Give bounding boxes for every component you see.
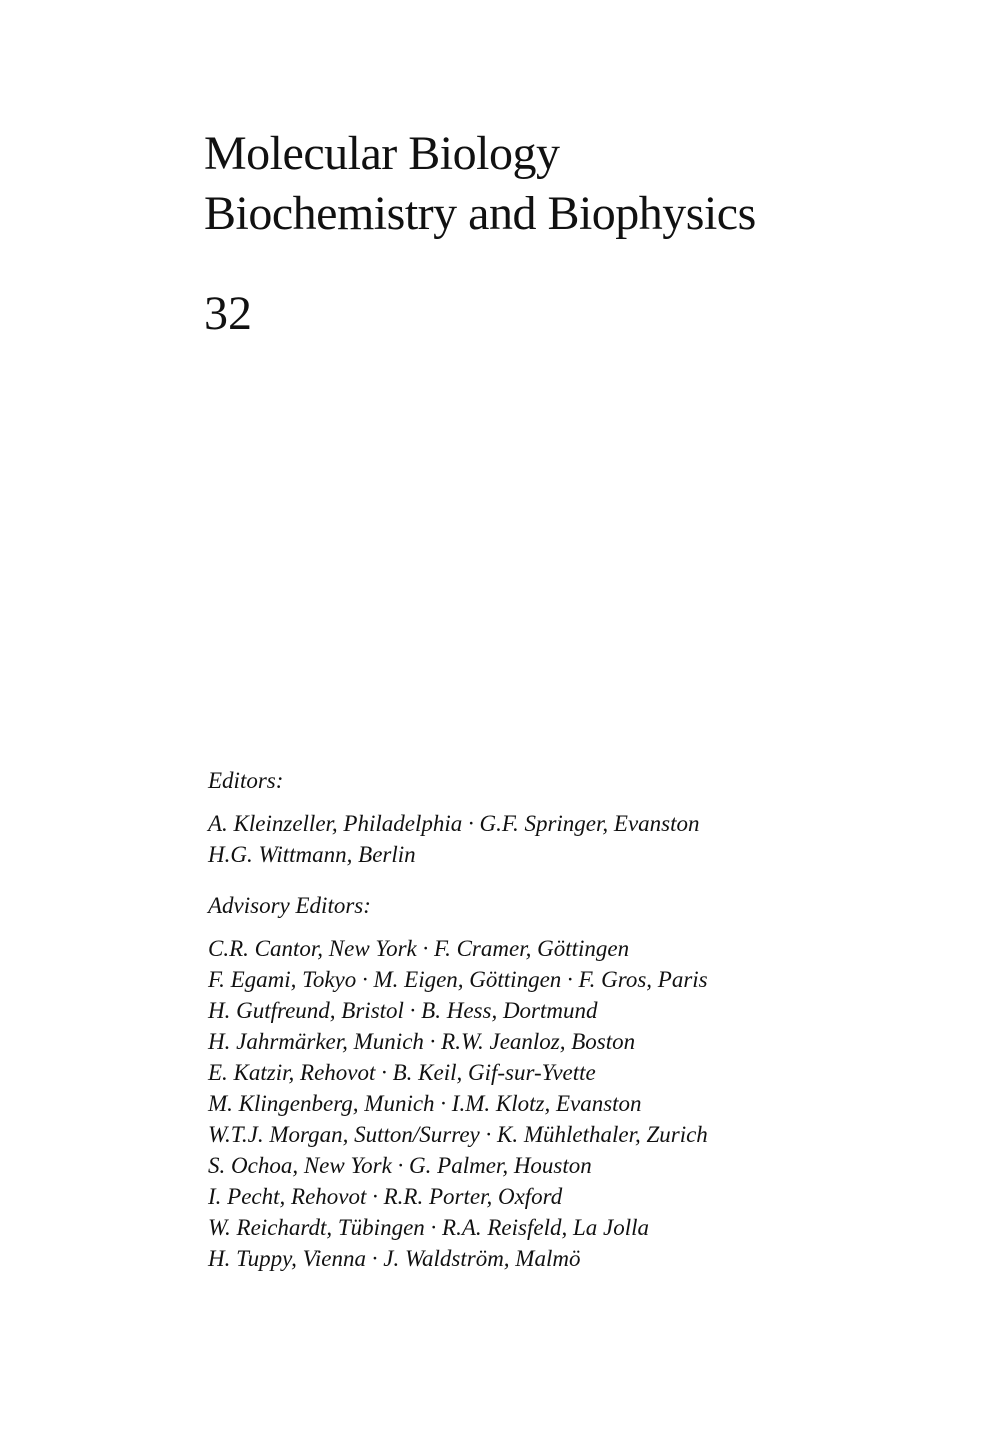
advisory-editor-line: E. Katzir, Rehovot · B. Keil, Gif-sur-Yvette [208,1060,596,1085]
advisory-editors-list [208,933,908,1274]
advisory-editor-line: H. Tuppy, Vienna · J. Waldström, Malmö [208,1246,581,1271]
advisory-editor-line: S. Ochoa, New York · G. Palmer, Houston [208,1153,592,1178]
advisory-editor-line: F. Egami, Tokyo · M. Eigen, Göttingen · F. Gros, Paris [208,967,708,992]
series-title-line-2: Biochemistry and Biophysics [204,187,756,240]
advisory-editor-line: M. Klingenberg, Munich · I.M. Klotz, Evanston [208,1091,642,1116]
advisory-editor-line: W. Reichardt, Tübingen · R.A. Reisfeld, La Jolla [208,1215,649,1240]
series-title [204,124,756,244]
advisory-editor-line: I. Pecht, Rehovot · R.R. Porter, Oxford [208,1184,563,1209]
editors-section [208,766,908,1274]
editors-heading: Editors: [208,768,284,793]
editor-line: A. Kleinzeller, Philadelphia · G.F. Springer, Evanston [208,811,700,836]
series-title-line-1: Molecular Biology [204,127,560,180]
advisory-editor-line: C.R. Cantor, New York · F. Cramer, Göttingen [208,936,630,961]
advisory-editor-line: H. Gutfreund, Bristol · B. Hess, Dortmund [208,998,598,1023]
advisory-editor-line: W.T.J. Morgan, Sutton/Surrey · K. Mühlethaler, Zurich [208,1122,708,1147]
volume-number: 32 [204,287,252,340]
editors-list [208,808,908,870]
editor-line: H.G. Wittmann, Berlin [208,842,416,867]
advisory-editors-heading: Advisory Editors: [208,893,371,918]
advisory-editor-line: H. Jahrmärker, Munich · R.W. Jeanloz, Boston [208,1029,636,1054]
